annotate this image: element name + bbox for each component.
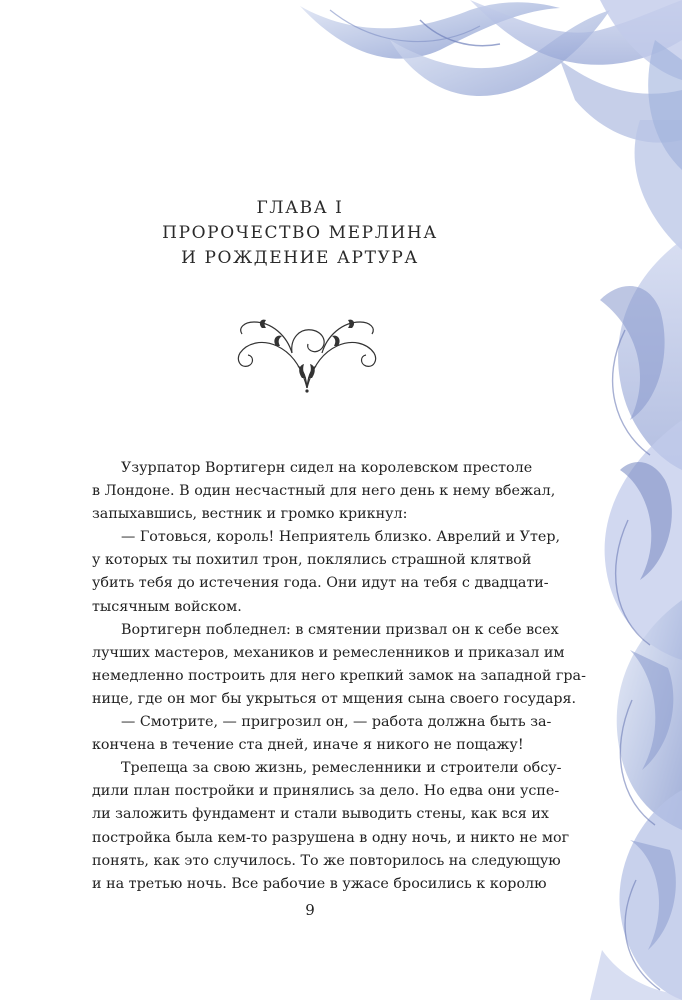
text-line: лучших мастеров, механиков и ремесленников и приказал им: [92, 644, 565, 661]
text-line: запыхавшись, вестник и громко крикнул:: [92, 506, 408, 523]
text-line: дили план постройки и принялись за дело. Но едва они успе-: [92, 783, 560, 800]
chapter-heading: [0, 196, 600, 271]
scroll-vignette-ornament: [232, 308, 382, 393]
text-line: — Смотрите, — пригрозил он, — работа должна быть за-: [121, 714, 552, 731]
page-number: 9: [305, 901, 315, 919]
text-line: и на третью ночь. Все рабочие в ужасе бросились к королю: [92, 875, 547, 892]
text-line: нице, где он мог бы укрыться от мщения сына своего государя.: [92, 690, 577, 707]
text-line: понять, как это случилось. То же повторилось на следующую: [92, 852, 561, 869]
text-line: у которых ты похитил трон, поклялись страшной клятвой: [92, 552, 532, 569]
text-line: — Готовься, король! Неприятель близко. Аврелий и Утер,: [121, 529, 561, 546]
chapter-title-line-1: ПРОРОЧЕСТВО МЕРЛИНА: [162, 223, 438, 243]
chapter-title-line-2: И РОЖДЕНИЕ АРТУРА: [181, 248, 419, 268]
text-line: кончена в течение ста дней, иначе я никого не пощажу!: [92, 737, 524, 754]
text-line: немедленно построить для него крепкий замок на западной гра-: [92, 667, 586, 684]
text-line: Узурпатор Вортигерн сидел на королевском престоле: [121, 460, 533, 476]
text-line: тысячным войском.: [92, 598, 242, 615]
text-line: постройка была кем-то разрушена в одну ночь, и никто не мог: [92, 829, 570, 846]
text-line: Трепеща за свою жизнь, ремесленники и строители обсу-: [121, 760, 562, 777]
text-line: убить тебя до истечения года. Они идут на тебя с двадцати-: [92, 575, 549, 592]
body-text: [92, 457, 586, 896]
text-line: Вортигерн побледнел: в смятении призвал он к себе всех: [121, 621, 559, 638]
text-line: в Лондоне. В один несчастный для него день к нему вбежал,: [92, 483, 556, 500]
chapter-number: ГЛАВА I: [256, 198, 344, 218]
text-line: ли заложить фундамент и стали выводить стены, как вся их: [92, 806, 549, 823]
